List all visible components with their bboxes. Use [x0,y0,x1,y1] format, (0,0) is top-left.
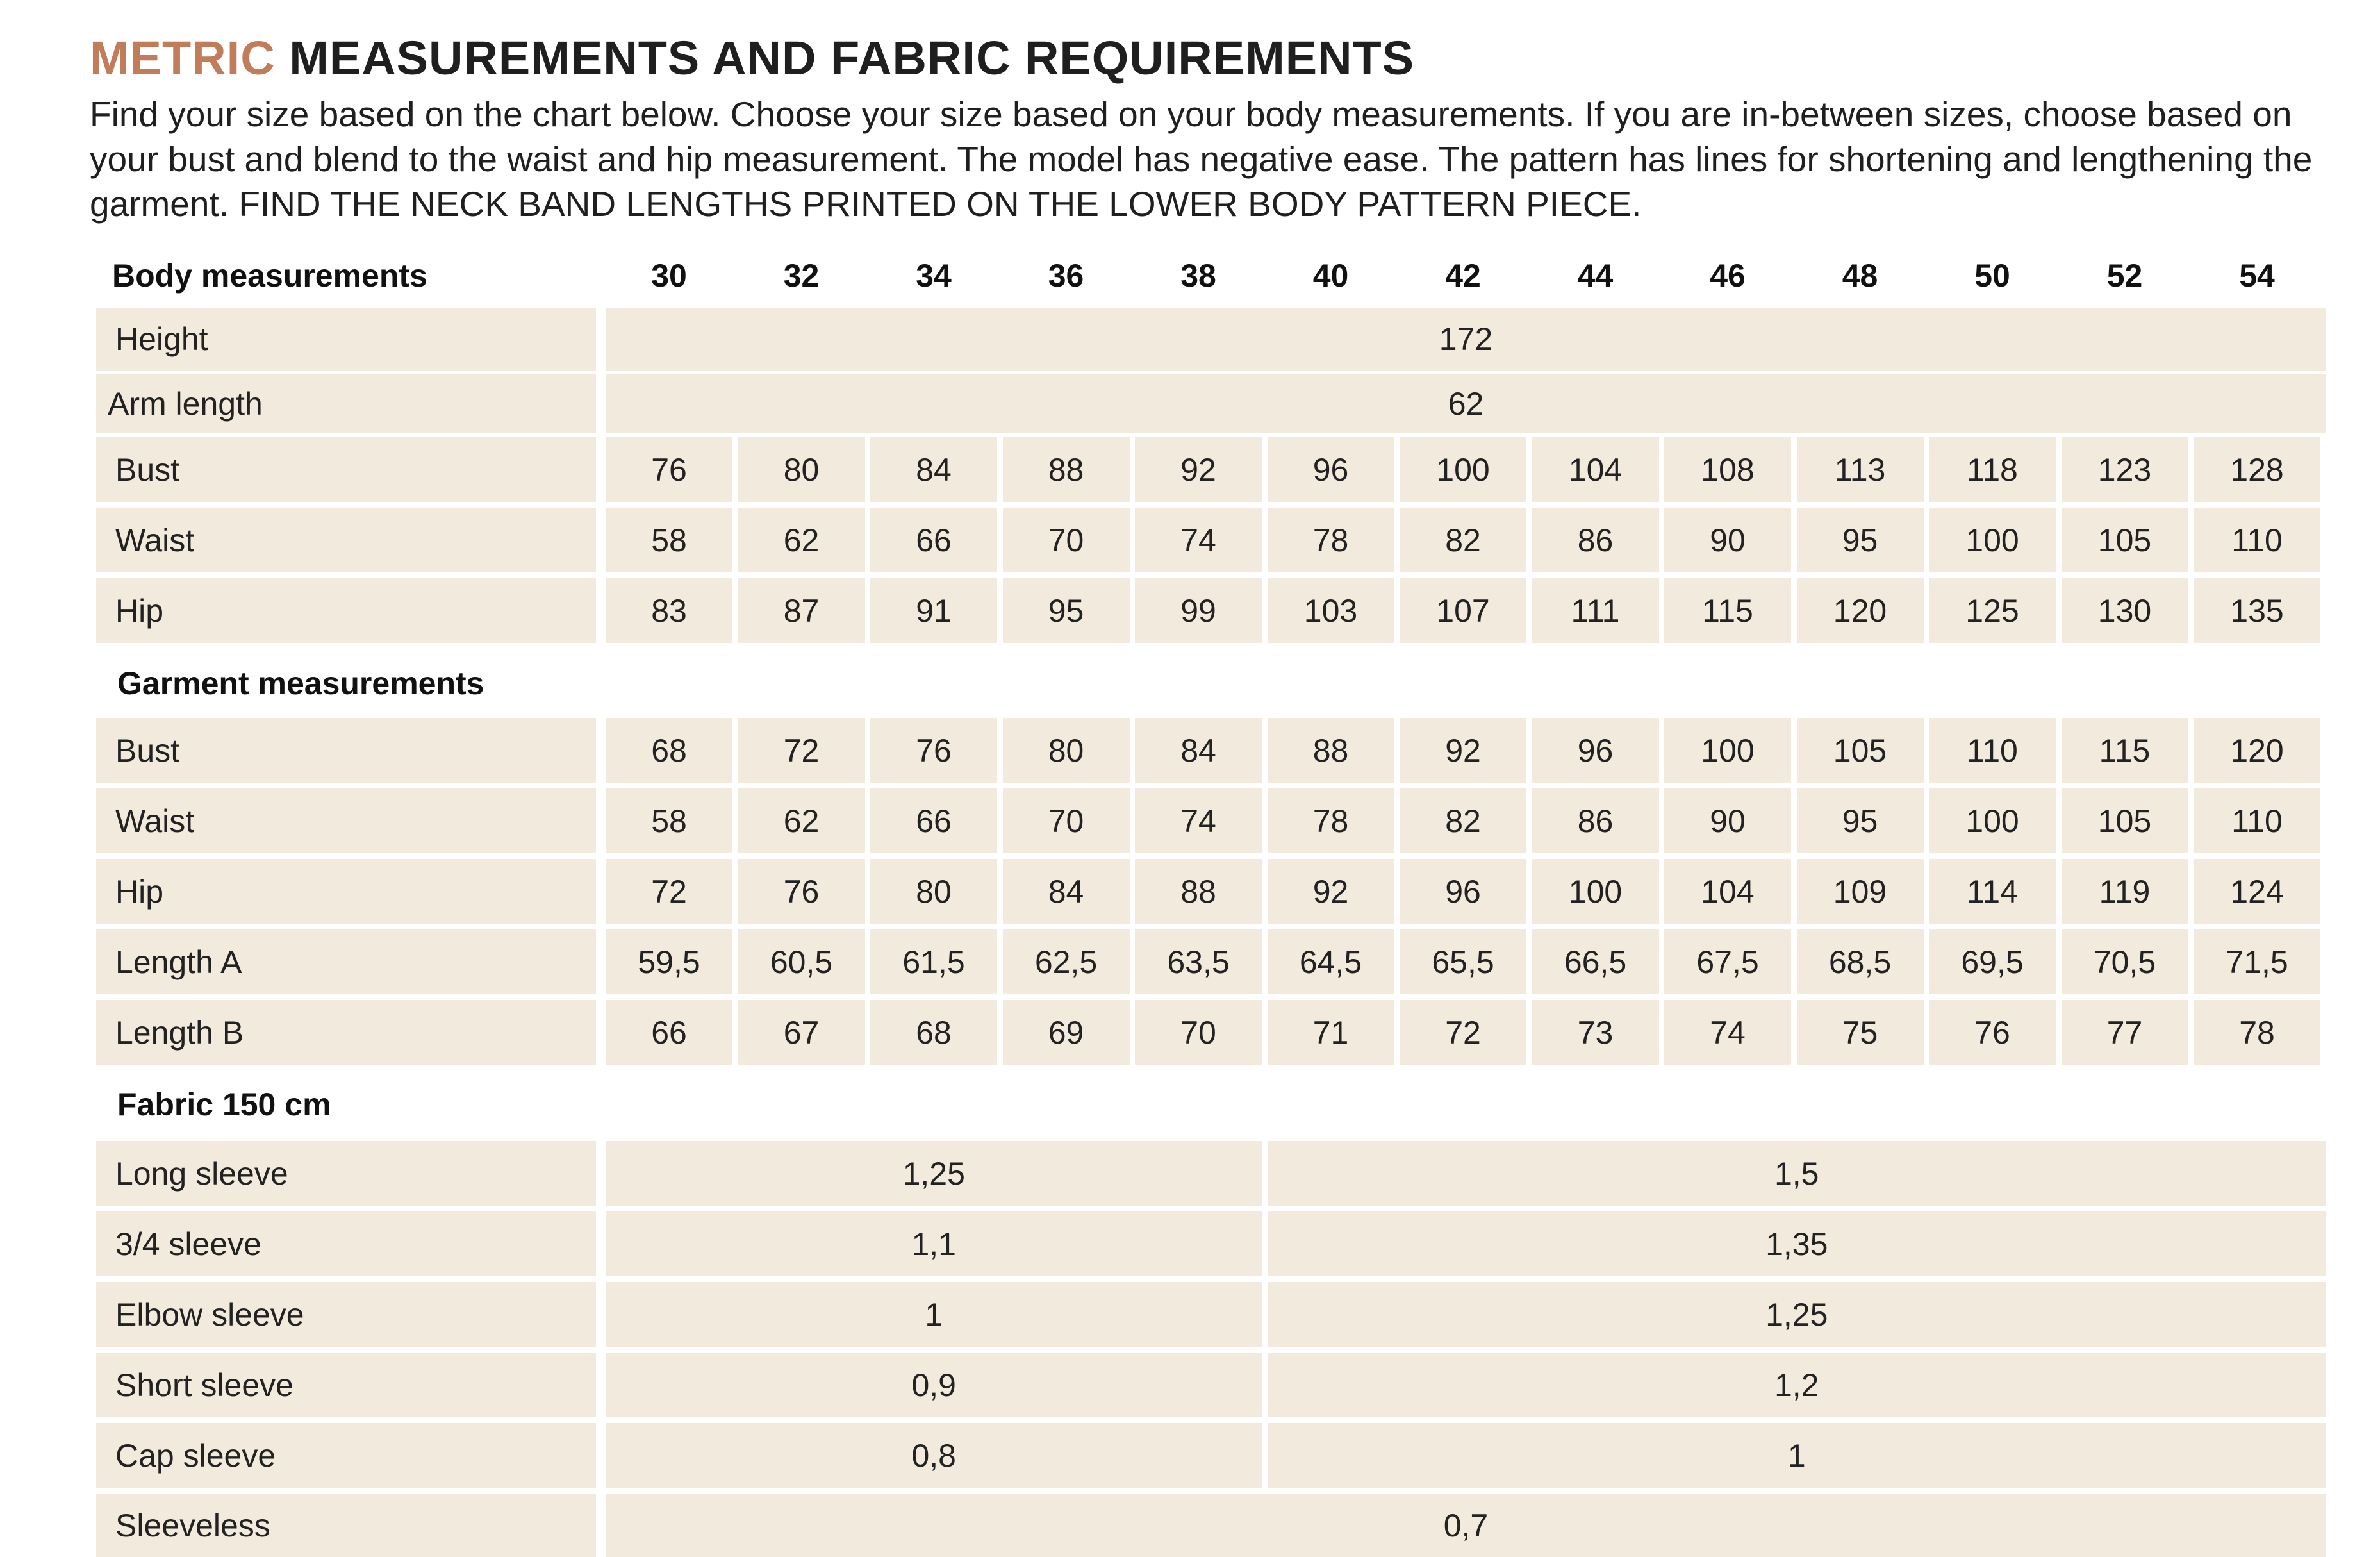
table-cell: 115 [2062,718,2188,783]
table-cell: 107 [1400,578,1526,643]
title-accent: METRIC [90,31,276,85]
table-cell: 76 [738,859,865,924]
fabric-large-value: 1,35 [1268,1211,2327,1276]
table-cell: 87 [738,578,865,643]
table-cell: 100 [1929,788,2056,853]
table-cell: 110 [2194,788,2320,853]
table-cell: 74 [1135,508,1262,572]
table-cell: 61,5 [870,929,997,994]
fabric-large-value: 1,25 [1268,1282,2327,1347]
size-header: 52 [2106,258,2143,294]
sleeveless-value: 0,7 [606,1494,2326,1557]
table-cell: 68 [606,718,732,783]
size-header: 40 [1312,258,1349,294]
table-cell: 70 [1003,788,1130,853]
table-cell: 120 [2194,718,2320,783]
table-cell: 86 [1532,788,1659,853]
table-cell: 109 [1797,859,1924,924]
table-cell: 80 [738,437,865,502]
table-cell: 119 [2062,859,2188,924]
table-cell: 78 [1268,788,1394,853]
table-cell: 92 [1135,437,1262,502]
row-label: Length A [96,929,596,994]
table-cell: 90 [1664,788,1791,853]
table-cell: 86 [1532,508,1659,572]
size-header: 38 [1180,258,1216,294]
table-cell: 68,5 [1797,929,1924,994]
fabric-small-value: 1,1 [606,1211,1262,1276]
row-label: Hip [96,578,596,643]
table-cell: 123 [2062,437,2188,502]
fabric-small-value: 0,9 [606,1353,1262,1417]
size-header: 34 [916,258,952,294]
row-label: Bust [96,437,596,502]
row-label: Sleeveless [96,1494,596,1557]
table-cell: 67 [738,1000,865,1065]
table-cell: 96 [1268,437,1394,502]
table-cell: 115 [1664,578,1791,643]
table-cell: 80 [870,859,997,924]
table-cell: 114 [1929,859,2056,924]
table-cell: 69 [1003,1000,1130,1065]
size-header: 30 [651,258,687,294]
height-value: 172 [606,308,2326,371]
table-cell: 68 [870,1000,997,1065]
table-cell: 99 [1135,578,1262,643]
table-cell: 66,5 [1532,929,1659,994]
table-cell: 75 [1797,1000,1924,1065]
table-cell: 84 [1135,718,1262,783]
size-header: 42 [1445,258,1481,294]
table-cell: 78 [1268,508,1394,572]
table-cell: 105 [1797,718,1924,783]
table-cell: 104 [1664,859,1791,924]
section-heading: Garment measurements [117,665,484,701]
table-cell: 124 [2194,859,2320,924]
table-cell: 67,5 [1664,929,1791,994]
table-cell: 59,5 [606,929,732,994]
table-cell: 58 [606,508,732,572]
table-cell: 76 [606,437,732,502]
table-cell: 108 [1664,437,1791,502]
table-cell: 64,5 [1268,929,1394,994]
table-cell: 74 [1135,788,1262,853]
table-cell: 78 [2194,1000,2320,1065]
row-label: Long sleeve [96,1141,596,1206]
row-label: Cap sleeve [96,1423,596,1488]
table-cell: 120 [1797,578,1924,643]
table-cell: 88 [1003,437,1130,502]
table-cell: 70,5 [2062,929,2188,994]
intro-paragraph: Find your size based on the chart below. Choose your size based on your body measurements. If you are in-between sizes, choose based on your bust and blend to the waist and hip measurement. The model has negative ease. The pattern has lines for shortening and lengthening the garment. FIND THE NECK BAND LENGTHS PRINTED ON THE LOWER BODY PATTERN PIECE. [90,94,2313,224]
table-cell: 63,5 [1135,929,1262,994]
row-label: 3/4 sleeve [96,1211,596,1276]
table-cell: 76 [1929,1000,2056,1065]
table-cell: 60,5 [738,929,865,994]
table-cell: 65,5 [1400,929,1526,994]
table-cell: 66 [606,1000,732,1065]
table-cell: 135 [2194,578,2320,643]
table-cell: 83 [606,578,732,643]
table-cell: 70 [1003,508,1130,572]
header-label: Body measurements [112,258,427,294]
table-cell: 73 [1532,1000,1659,1065]
size-header: 48 [1842,258,1878,294]
row-label: Height [96,308,596,371]
table-cell: 113 [1797,437,1924,502]
table-cell: 71 [1268,1000,1394,1065]
table-cell: 82 [1400,508,1526,572]
fabric-small-value: 1 [606,1282,1262,1347]
row-label: Waist [96,508,596,572]
table-cell: 74 [1664,1000,1791,1065]
fabric-large-value: 1 [1268,1423,2327,1488]
table-cell: 104 [1532,437,1659,502]
table-cell: 103 [1268,578,1394,643]
table-cell: 88 [1268,718,1394,783]
size-header: 36 [1048,258,1084,294]
table-cell: 62 [738,508,865,572]
table-cell: 84 [870,437,997,502]
fabric-small-value: 1,25 [606,1141,1262,1206]
row-label: Arm length [96,374,596,433]
section-heading: Fabric 150 cm [117,1087,331,1122]
table-cell: 128 [2194,437,2320,502]
table-cell: 100 [1532,859,1659,924]
fabric-small-value: 0,8 [606,1423,1262,1488]
fabric-large-value: 1,5 [1268,1141,2327,1206]
table-cell: 96 [1532,718,1659,783]
table-cell: 80 [1003,718,1130,783]
row-label: Length B [96,1000,596,1065]
table-cell: 110 [2194,508,2320,572]
table-cell: 72 [738,718,865,783]
table-cell: 96 [1400,859,1526,924]
table-cell: 111 [1532,578,1659,643]
table-cell: 95 [1797,508,1924,572]
table-cell: 95 [1003,578,1130,643]
table-cell: 82 [1400,788,1526,853]
table-cell: 62,5 [1003,929,1130,994]
table-cell: 92 [1268,859,1394,924]
table-cell: 90 [1664,508,1791,572]
size-header: 50 [1974,258,2010,294]
table-cell: 95 [1797,788,1924,853]
row-label: Hip [96,859,596,924]
table-cell: 71,5 [2194,929,2320,994]
table-cell: 100 [1929,508,2056,572]
table-cell: 118 [1929,437,2056,502]
table-cell: 72 [1400,1000,1526,1065]
table-cell: 105 [2062,788,2188,853]
size-header: 46 [1710,258,1746,294]
table-cell: 105 [2062,508,2188,572]
size-header: 44 [1577,258,1614,294]
table-cell: 125 [1929,578,2056,643]
table-cell: 130 [2062,578,2188,643]
table-cell: 66 [870,788,997,853]
size-header: 54 [2239,258,2275,294]
table-cell: 72 [606,859,732,924]
table-cell: 110 [1929,718,2056,783]
table-cell: 66 [870,508,997,572]
table-cell: 91 [870,578,997,643]
table-cell: 62 [738,788,865,853]
table-cell: 70 [1135,1000,1262,1065]
size-header: 32 [783,258,820,294]
table-cell: 84 [1003,859,1130,924]
row-label: Short sleeve [96,1353,596,1417]
row-label: Waist [96,788,596,853]
arm-length-value: 62 [606,374,2326,433]
row-label: Bust [96,718,596,783]
title-main: MEASUREMENTS AND FABRIC REQUIREMENTS [289,31,1415,85]
table-cell: 88 [1135,859,1262,924]
table-cell: 77 [2062,1000,2188,1065]
table-cell: 100 [1400,437,1526,502]
row-label: Elbow sleeve [96,1282,596,1347]
table-cell: 58 [606,788,732,853]
table-cell: 69,5 [1929,929,2056,994]
fabric-large-value: 1,2 [1268,1353,2327,1417]
table-cell: 100 [1664,718,1791,783]
table-cell: 76 [870,718,997,783]
table-cell: 92 [1400,718,1526,783]
